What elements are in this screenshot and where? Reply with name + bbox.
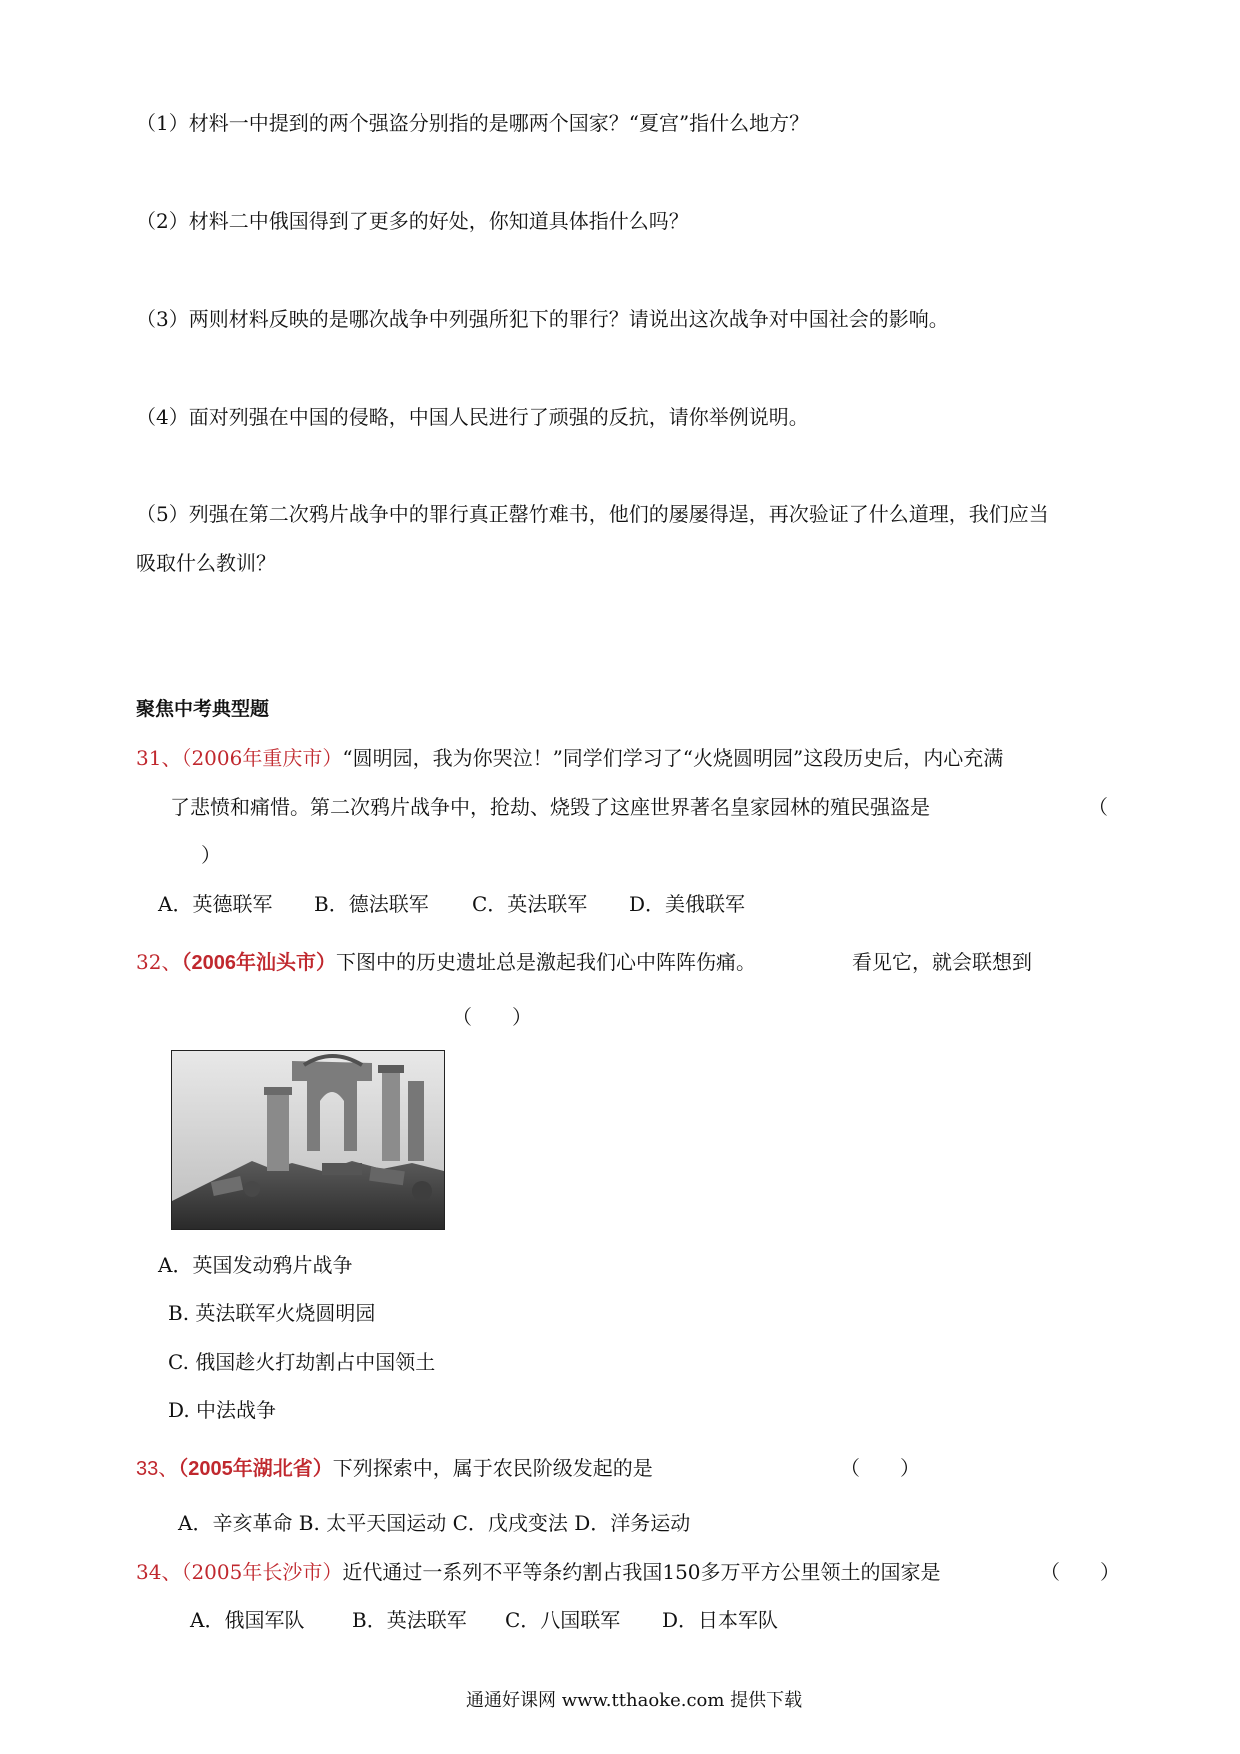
- question-34-option-c: C．八国联军: [505, 1608, 621, 1632]
- question-31-number: 31、: [136, 746, 182, 770]
- question-31-option-c: C．英法联军: [472, 892, 588, 916]
- subquestion-3: （3）两则材料反映的是哪次战争中列强所犯下的罪行？请说出这次战争对中国社会的影响。: [136, 307, 949, 331]
- question-31-source: （2006年重庆市）: [181, 746, 343, 770]
- question-32-number: 32、: [136, 950, 182, 974]
- question-31-paren-close: ）: [201, 843, 221, 867]
- section-title: 聚焦中考典型题: [136, 698, 270, 720]
- question-34-option-d: D．日本军队: [662, 1608, 779, 1632]
- question-33-line1: [136, 1458, 653, 1479]
- question-34-option-b: B．英法联军: [352, 1608, 467, 1632]
- question-32-line1: [136, 952, 756, 973]
- question-33-source: （2005年湖北省）: [178, 1458, 333, 1480]
- page-footer: 通通好课网 www.tthaoke.com 提供下载: [466, 1690, 803, 1711]
- subquestion-2: （2）材料二中俄国得到了更多的好处，你知道具体指什么吗？: [136, 209, 689, 233]
- question-32-option-a: A．英国发动鸦片战争: [158, 1253, 353, 1277]
- question-33-stem: 下列探索中，属于农民阶级发起的是: [332, 1456, 653, 1480]
- subquestion-5-line1: （5）列强在第二次鸦片战争中的罪行真正罄竹难书，他们的屡屡得逞，再次验证了什么道理，我们应当: [136, 502, 1049, 526]
- yuanmingyuan-ruins-photo: [171, 1050, 445, 1230]
- subquestion-5-line2: 吸取什么教训？: [136, 551, 276, 575]
- question-34-number: 34、: [136, 1560, 182, 1584]
- question-32-option-c: C. 俄国趁火打劫割占中国领土: [168, 1350, 436, 1374]
- question-31-option-d: D．美俄联军: [629, 892, 746, 916]
- question-33-answer-paren: （ ）: [840, 1456, 920, 1480]
- question-32-option-b: B. 英法联军火烧圆明园: [168, 1301, 376, 1325]
- question-32-stem: 下图中的历史遗址总是激起我们心中阵阵伤痛。: [335, 950, 756, 974]
- question-31-stem: “圆明园，我为你哭泣！”同学们学习了“火烧圆明园”这段历史后，内心充满: [342, 746, 1004, 770]
- question-34-source: （2005年长沙市）: [181, 1560, 343, 1584]
- question-34-stem: 近代通过一系列不平等条约割占我国150多万平方公里领土的国家是: [342, 1560, 941, 1584]
- question-31-line1: [136, 748, 1003, 768]
- question-31-line2: 了悲愤和痛惜。第二次鸦片战争中，抢劫、烧毁了这座世界著名皇家园林的殖民强盗是: [170, 795, 930, 819]
- question-34-answer-paren: （ ）: [1040, 1560, 1120, 1584]
- question-33-options: A．辛亥革命 B. 太平天国运动 C．戊戌变法 D．洋务运动: [178, 1511, 691, 1535]
- subquestion-1: （1）材料一中提到的两个强盗分别指的是哪两个国家？“夏宫”指什么地方？: [136, 111, 810, 135]
- question-31-option-b: B．德法联军: [314, 892, 429, 916]
- question-33-number: 33、: [136, 1458, 179, 1480]
- question-31-paren-open: （: [1088, 795, 1108, 819]
- question-32-answer-paren: （ ）: [452, 1005, 532, 1029]
- question-34-option-a: A．俄国军队: [190, 1608, 305, 1632]
- question-31-option-a: A．英德联军: [158, 892, 273, 916]
- subquestion-4: （4）面对列强在中国的侵略，中国人民进行了顽强的反抗，请你举例说明。: [136, 405, 809, 429]
- question-32-option-d: D. 中法战争: [168, 1398, 277, 1422]
- question-32-stem-continued: 看见它，就会联想到: [852, 950, 1032, 974]
- question-34-line1: [136, 1562, 941, 1582]
- question-32-source: （2006年汕头市）: [181, 952, 336, 974]
